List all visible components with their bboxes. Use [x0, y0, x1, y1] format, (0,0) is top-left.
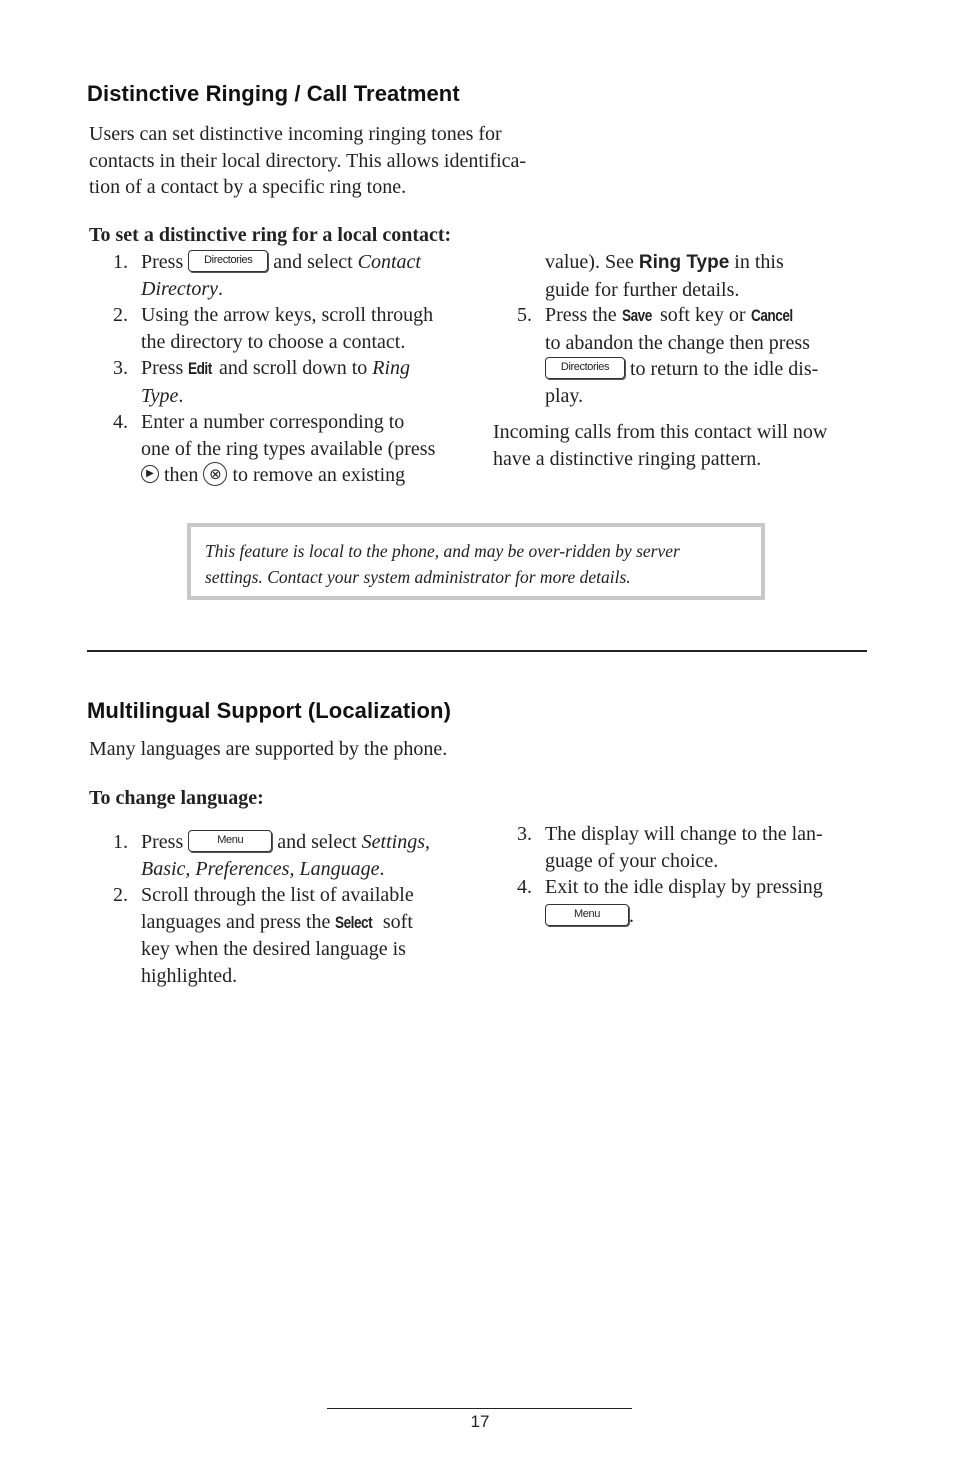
section1-outro: Incoming calls from this contact will now have a distinctive ringing pattern.: [493, 421, 828, 470]
section2-intro: Many languages are supported by the phone.: [89, 738, 448, 760]
list-item: 2. Using the arrow keys, scroll through the directory to choose a contact.: [113, 304, 434, 353]
menu-key-icon: Menu: [188, 830, 272, 852]
menu-key-icon: Menu: [545, 904, 629, 926]
note-box: This feature is local to the phone, and may be over-ridden by server settings. Contact your system administrator for more details.: [187, 523, 765, 600]
delete-key-icon: ⊗: [203, 462, 227, 486]
select-softkey-label: Select: [335, 912, 373, 932]
list-item: 4. Enter a number corresponding to one of the ring types available (press ▶ then ⊗ to remove an existing: [113, 411, 436, 486]
distinctive-ring-steps-right: [493, 302, 893, 409]
distinctive-ring-steps-left: [89, 249, 489, 489]
step4-continued: value). See Ring Type in this guide for further details.: [545, 251, 784, 301]
list-item: 3. The display will change to the lan- guage of your choice.: [517, 823, 823, 872]
footer-rule: [327, 1408, 632, 1409]
procedure-heading-change-language: To change language:: [89, 787, 264, 809]
edit-softkey-label: Edit: [188, 359, 213, 378]
section-title-distinctive-ringing: Distinctive Ringing / Call Treatment: [87, 81, 460, 106]
directories-key-icon: Directories: [545, 357, 625, 379]
list-item: 5. Press the Save soft key or Cancel to abandon the change then press Directories to return to the idle dis- play.: [517, 304, 819, 407]
list-item: 3. Press Edit and scroll down to Ring Type.: [113, 357, 411, 407]
section-title-multilingual-support: Multilingual Support (Localization): [87, 698, 452, 723]
right-arrow-key-icon: ▶: [141, 465, 159, 483]
list-item: 1. Press Directories and select Contact Directory.: [113, 251, 421, 300]
page-number: 17: [470, 1412, 490, 1431]
list-item: 1. Press Menu and select Settings, Basic, Preferences, Language.: [113, 831, 430, 880]
save-softkey-label: Save: [621, 306, 652, 325]
cancel-softkey-label: Cancel: [750, 306, 793, 325]
list-item: 2. Scroll through the list of available languages and press the Select soft key when the desired language is highlighted.: [113, 884, 414, 987]
section-divider: [87, 650, 867, 652]
section1-intro: Users can set distinctive incoming ringing tones for contacts in their local directory. This allows identifica- tion of a contact by a specific ring tone.: [89, 123, 527, 198]
change-language-steps-left: [89, 829, 489, 989]
procedure-heading-distinctive-ring: To set a distinctive ring for a local contact:: [89, 224, 452, 246]
ring-type-reference: Ring Type: [638, 252, 730, 273]
list-item: 4. Exit to the idle display by pressing Menu .: [517, 876, 823, 927]
change-language-steps-right: [493, 821, 893, 929]
directories-key-icon: Directories: [188, 250, 268, 272]
